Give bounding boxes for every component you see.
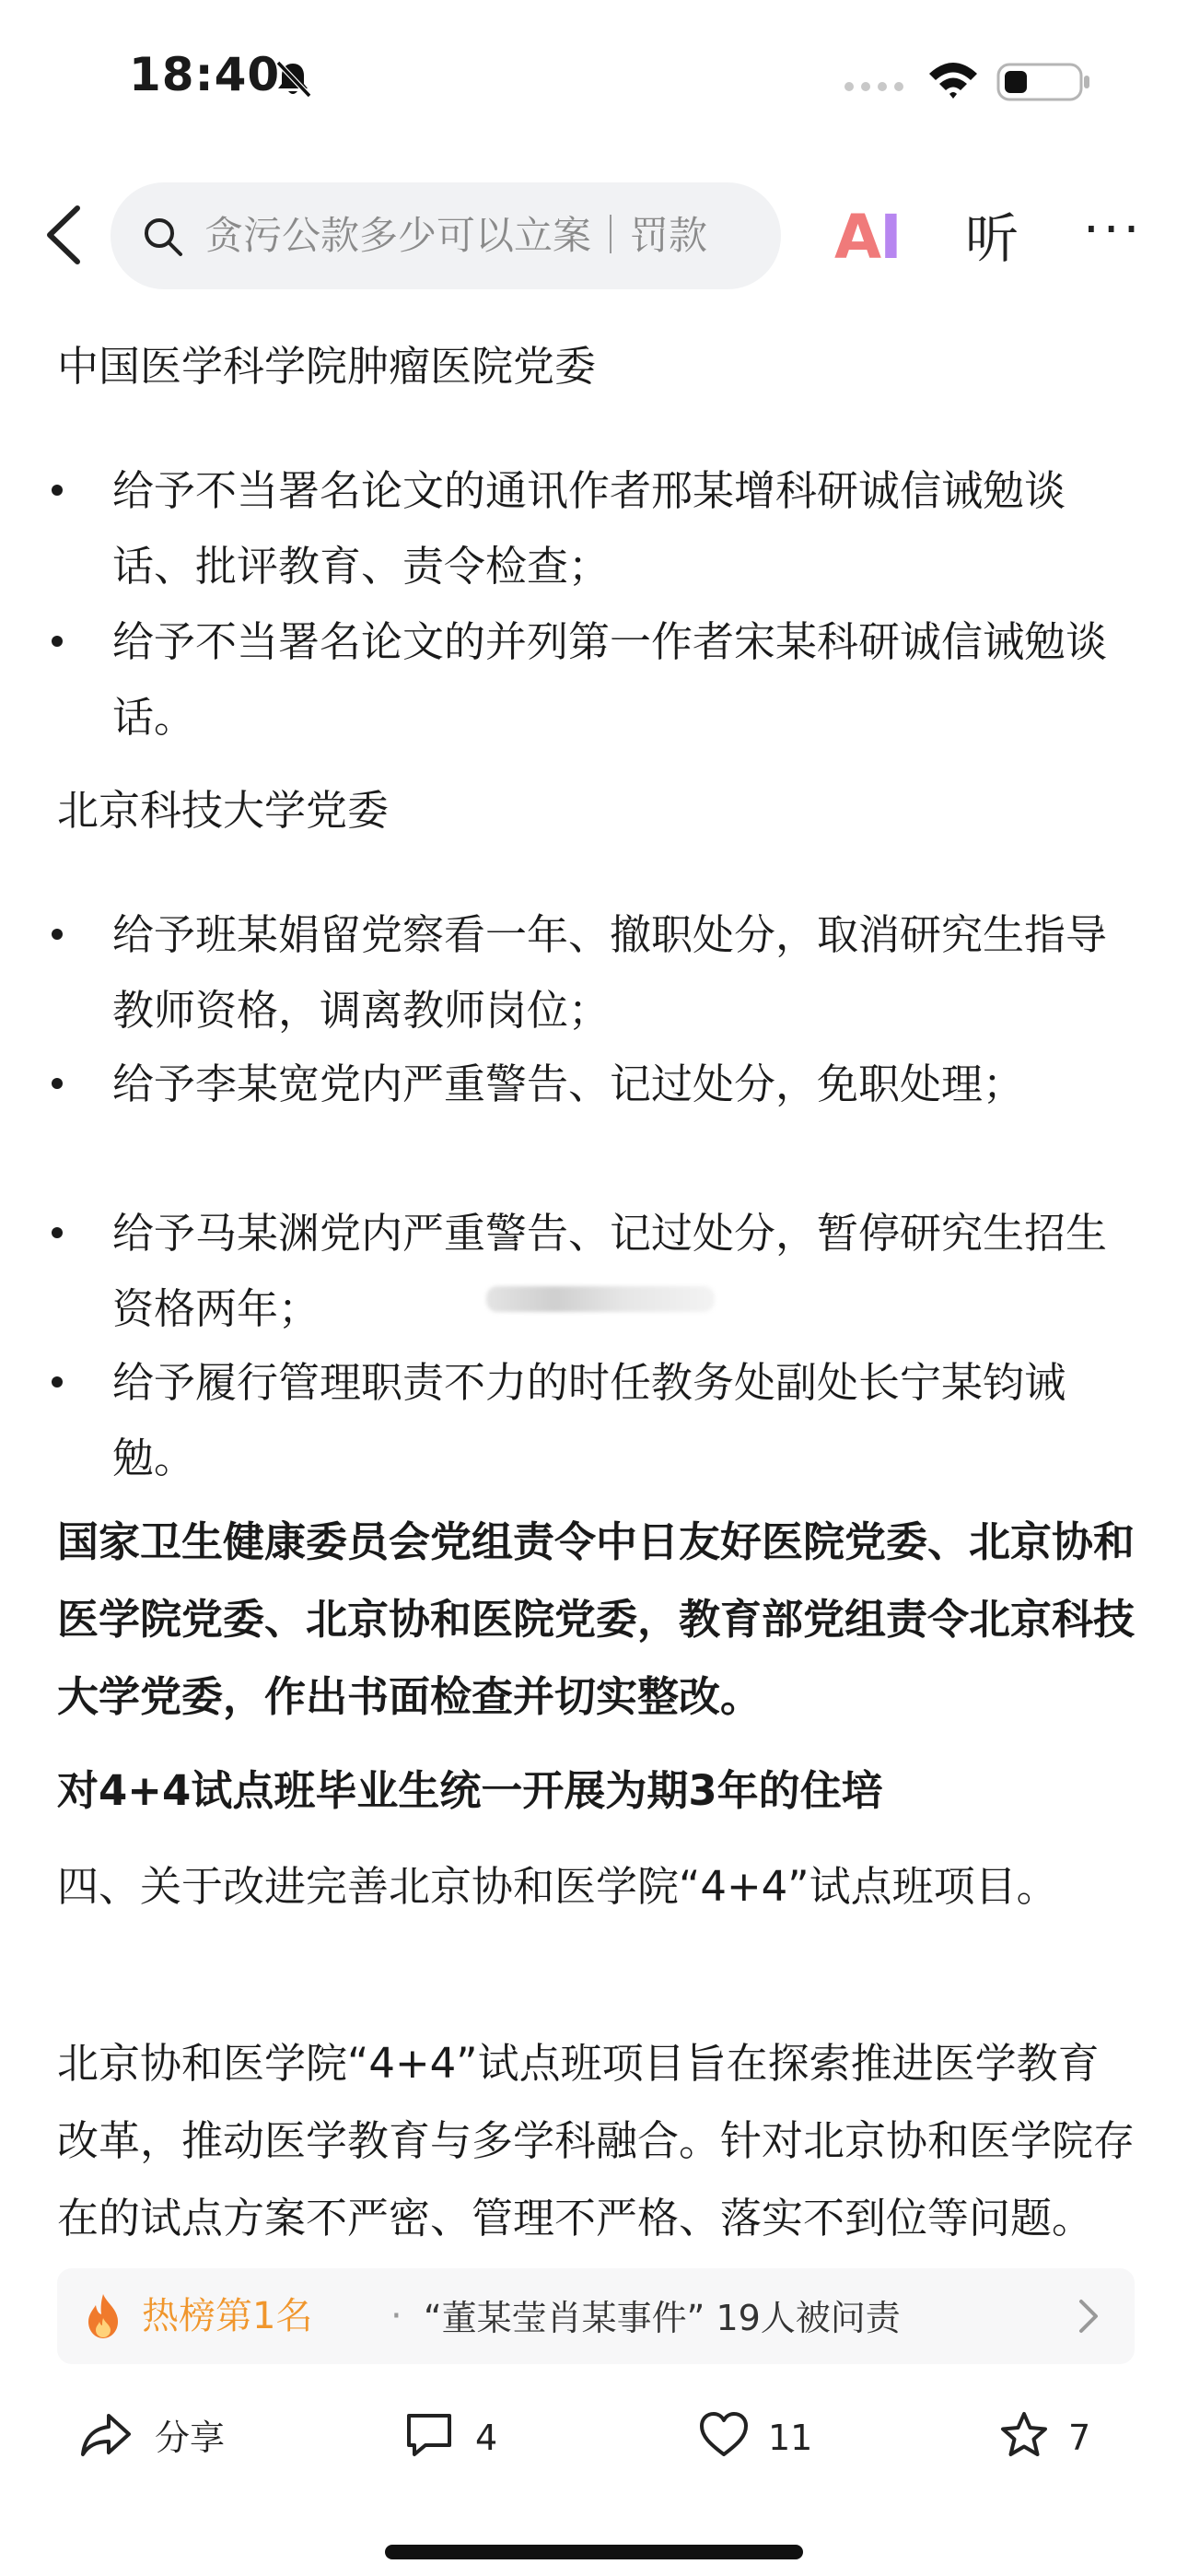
separator-dot: · [390, 2295, 402, 2337]
bullet-dot [52, 1078, 63, 1089]
bullet-dot [52, 636, 63, 647]
list-item: 给予班某娟留党察看一年、撤职处分，取消研究生指导教师资格，调离教师岗位； [112, 910, 1108, 1035]
bullet-dot [52, 1227, 63, 1238]
share-label: 分享 [155, 2418, 226, 2458]
bullet-dot [52, 485, 63, 496]
program-description-paragraph: 北京协和医学院“4+4”试点班项目旨在探索推进医学教育改革，推动医学教育与多学科融合。针对北京协和医学院存在的试点方案不严密、管理不严格、落实不到位等问题。 [57, 2039, 1136, 2242]
heart-icon [698, 2410, 750, 2458]
ai-letter-a: A [834, 202, 880, 273]
section-heading-cams-hospital: 中国医学科学院肿瘤医院党委 [57, 342, 597, 391]
section-heading-ustb: 北京科技大学党委 [57, 786, 390, 835]
ai-letter-i: I [879, 202, 901, 273]
search-query-text[interactable]: 贪污公款多少可以立案｜罚款 [204, 213, 708, 258]
chevron-right-icon [1076, 2296, 1101, 2336]
list-item: 给予不当署名论文的通讯作者邢某增科研诚信诫勉谈话、批评教育、责令检查； [112, 466, 1066, 591]
trending-rank: 热榜第1名 [142, 2295, 313, 2337]
favorite-button[interactable] [998, 2399, 1118, 2473]
listen-button[interactable]: 听 [965, 207, 1019, 270]
section-four-title: 四、关于改进完善北京协和医学院“4+4”试点班项目。 [57, 1862, 1058, 1911]
list-item: 给予不当署名论文的并列第一作者宋某科研诚信诫勉谈话。 [112, 617, 1108, 742]
accountability-paragraph: 国家卫生健康委员会党组责令中日友好医院党委、北京协和医学院党委、北京协和医院党委，教育部党组责令北京科技大学党委，作出书面检查并切实整改。 [57, 1517, 1136, 1721]
like-button[interactable] [698, 2399, 836, 2473]
list-item: 给予履行管理职责不力的时任教务处副处长宁某钧诫勉。 [112, 1358, 1066, 1482]
list-item: 给予马某渊党内严重警告、记过处分，暂停研究生招生资格两年； [112, 1209, 1108, 1333]
blurred-artifact [486, 1286, 715, 1312]
subheading-residency-training: 对4+4试点班毕业生统一开展为期3年的住培 [57, 1766, 883, 1815]
bottom-action-bar [0, 2386, 1188, 2488]
list-item: 给予李某宽党内严重警告、记过处分，免职处理； [112, 1060, 1025, 1108]
share-button[interactable] [79, 2399, 236, 2473]
star-icon [998, 2410, 1050, 2460]
like-count: 11 [768, 2418, 813, 2458]
favorite-count: 7 [1068, 2418, 1091, 2458]
flame-icon [85, 2292, 122, 2340]
bullet-dot [52, 929, 63, 940]
trending-topic-bar[interactable] [57, 2268, 1135, 2364]
share-icon [79, 2410, 133, 2460]
bullet-dot [52, 1376, 63, 1388]
more-options-button[interactable]: ··· [1083, 200, 1144, 260]
comment-count: 4 [475, 2418, 498, 2458]
home-indicator[interactable] [385, 2545, 803, 2559]
comment-icon [403, 2410, 455, 2460]
status-time: 18:40 [129, 48, 281, 101]
comment-button[interactable] [403, 2399, 523, 2473]
trending-title: “董某莹肖某事件” 19人被问责 [424, 2298, 901, 2338]
